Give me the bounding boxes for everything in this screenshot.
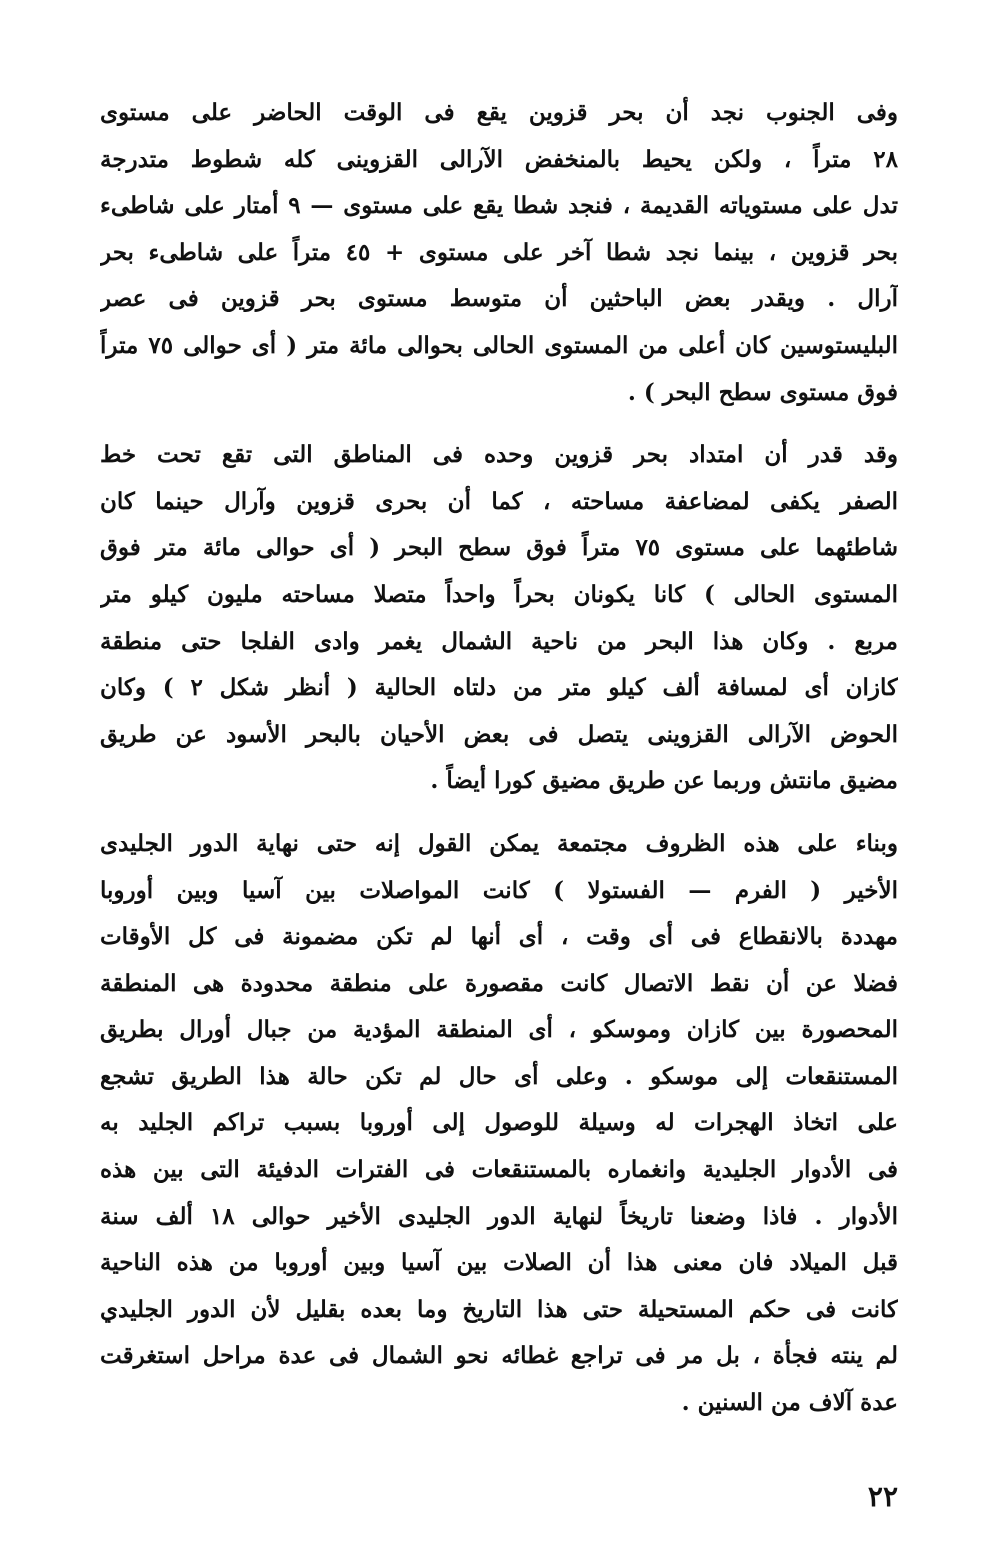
- text-line: المحصورة بين كازان وموسكو ، أى المنطقة المؤدية من جبال أورال بطريق: [100, 1016, 898, 1044]
- text-line: مهددة بالانقطاع فى أى وقت ، أى أنها لم تكن مضمونة فى كل الأوقات: [100, 923, 898, 951]
- text-line: الحوض الآرالى القزوينى يتصل فى بعض الأحيان بالبحر الأسود عن طريق: [100, 720, 898, 748]
- text-line: المستوى الحالى ) كانا يكونان بحراً واحداً متصلا مساحته مليون كيلو متر: [100, 580, 898, 608]
- paragraph-3: [100, 821, 898, 1427]
- text-line: كانت فى حكم المستحيلة حتى هذا التاريخ وما بعده بقليل لأن الدور الجليدي: [100, 1295, 898, 1323]
- text-line: وبناء على هذه الظروف مجتمعة يمكن القول إنه حتى نهاية الدور الجليدى: [100, 829, 898, 857]
- text-line: الأدوار . فاذا وضعنا تاريخاً لنهاية الدور الجليدى الأخير حوالى ١٨ ألف سنة: [100, 1202, 898, 1230]
- paragraph-gap: [100, 805, 898, 821]
- paragraph-gap: [100, 416, 898, 432]
- text-line: الصفر يكفى لمضاعفة مساحته ، كما أن بحرى قزوين وآرال حينما كان: [100, 487, 898, 515]
- text-line: قبل الميلاد فان معنى هذا أن الصلات بين آسيا وبين أوروبا من هذه الناحية: [100, 1249, 898, 1277]
- text-line: وقد قدر أن امتداد بحر قزوين وحده فى المناطق التى تقع تحت خط: [100, 441, 898, 469]
- text-line: البليستوسين كان أعلى من المستوى الحالى بحوالى مائة متر ( أى حوالى ٧٥ متراً: [100, 331, 898, 359]
- paragraph-2: [100, 432, 898, 805]
- text-line: مضيق مانتش وربما عن طريق مضيق كورا أيضاً .: [430, 767, 898, 795]
- text-line: فضلا عن أن نقط الاتصال كانت مقصورة على منطقة محدودة هى المنطقة: [100, 969, 898, 997]
- text-line: مربع . وكان هذا البحر من ناحية الشمال يغمر وادى الفلجا حتى منطقة: [100, 627, 898, 655]
- text-line: ٢٨ متراً ، ولكن يحيط بالمنخفض الآرالى القزوينى كله شطوط متدرجة: [100, 145, 898, 173]
- text-line: آرال . ويقدر بعض الباحثين أن متوسط مستوى بحر قزوين فى عصر: [100, 285, 898, 313]
- text-line: على اتخاذ الهجرات له وسيلة للوصول إلى أوروبا بسبب تراكم الجليد به: [100, 1109, 898, 1137]
- text-line: كازان أى لمسافة ألف كيلو متر من دلتاه الحالية ( أنظر شكل ٢ ) وكان: [100, 674, 898, 702]
- text-line: فوق مستوى سطح البحر ) .: [627, 378, 898, 406]
- text-line: بحر قزوين ، بينما نجد شطا آخر على مستوى + ٤٥ متراً على شاطىء بحر: [100, 238, 898, 266]
- text-line: لم ينته فجأة ، بل مر فى تراجع غطائه نحو الشمال فى عدة مراحل استغرقت: [100, 1342, 898, 1370]
- text-line: المستنقعات إلى موسكو . وعلى أى حال لم تكن حالة هذا الطريق تشجع: [100, 1062, 898, 1090]
- text-body: [100, 90, 898, 1427]
- text-line: الأخير ( الفرم — الفستولا ) كانت المواصلات بين آسيا وبين أوروبا: [100, 876, 898, 904]
- text-line: عدة آلاف من السنين .: [681, 1389, 898, 1417]
- text-line: وفى الجنوب نجد أن بحر قزوين يقع فى الوقت الحاضر على مستوى: [100, 99, 898, 126]
- text-line: تدل على مستوياته القديمة ، فنجد شطا يقع على مستوى — ٩ أمتار على شاطىء: [100, 192, 898, 220]
- text-line: شاطئهما على مستوى ٧٥ متراً فوق سطح البحر ( أى حوالى مائة متر فوق: [100, 534, 898, 562]
- paragraph-1: [100, 90, 898, 416]
- page-number: ٢٢: [867, 1480, 898, 1513]
- text-line: فى الأدوار الجليدية وانغماره بالمستنقعات فى الفترات الدفيئة التى بين هذه: [100, 1156, 898, 1184]
